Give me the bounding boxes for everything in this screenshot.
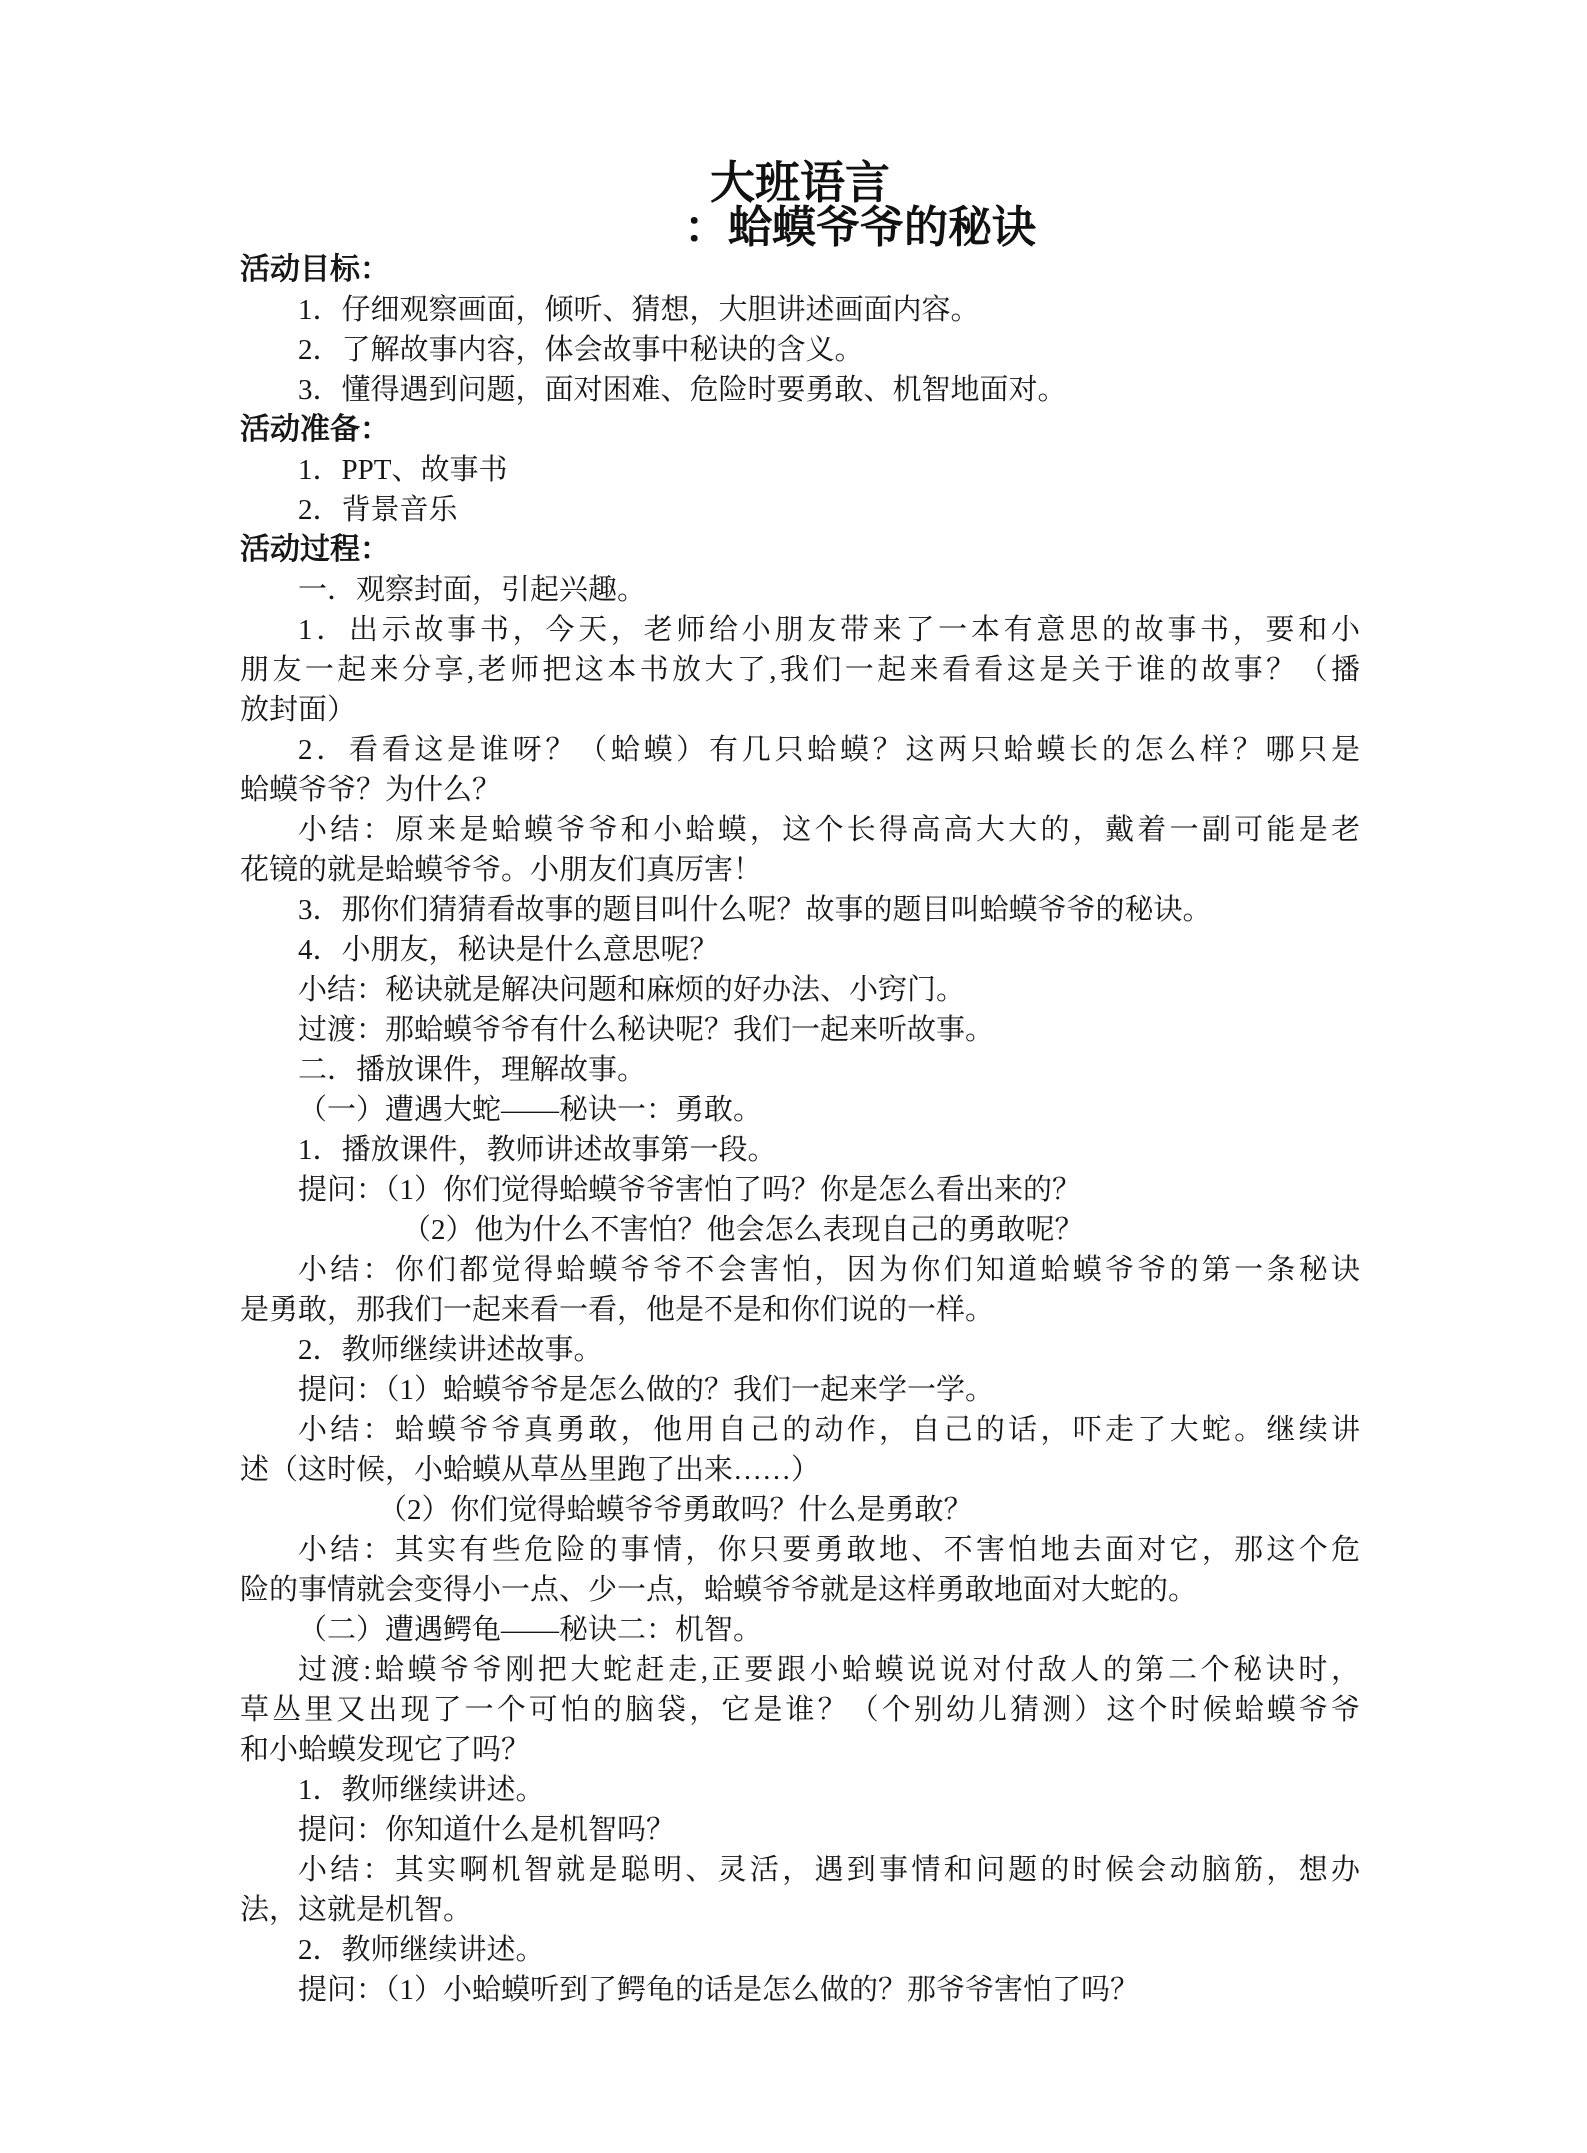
- text-line: 草丛里又出现了一个可怕的脑袋，它是谁？（个别幼儿猜测）这个时候蛤蟆爷爷: [240, 1694, 1360, 1726]
- text-line: 活动过程：: [240, 533, 390, 566]
- text-line: 放封面）: [240, 694, 357, 726]
- text-line: 1．教师继续讲述。: [298, 1774, 545, 1806]
- text-line: （2）他为什么不害怕？他会怎么表现自己的勇敢呢？: [402, 1214, 1084, 1246]
- text-line: 2．看看这是谁呀？（蛤蟆）有几只蛤蟆？这两只蛤蟆长的怎么样？哪只是: [298, 734, 1360, 766]
- text-line: 小结：蛤蟆爷爷真勇敢，他用自己的动作，自己的话，吓走了大蛇。继续讲: [298, 1414, 1360, 1446]
- text-line: 1．播放课件，教师讲述故事第一段。: [298, 1134, 777, 1166]
- text-line: 一．观察封面，引起兴趣。: [298, 574, 647, 606]
- text-line: 活动目标：: [240, 253, 390, 286]
- document-title: 大班语言: [709, 157, 890, 208]
- document-body: [240, 250, 1360, 2010]
- text-line: 小结：原来是蛤蟆爷爷和小蛤蟆，这个长得高高大大的，戴着一副可能是老: [298, 814, 1360, 846]
- text-line: 花镜的就是蛤蟆爷爷。小朋友们真厉害！: [240, 854, 763, 886]
- text-line: 2．教师继续讲述故事。: [298, 1334, 603, 1366]
- document-subtitle: ：蛤蟆爷爷的秘诀: [684, 203, 1036, 252]
- document-content: [240, 148, 1360, 2010]
- text-line: 2．背景音乐: [298, 494, 458, 526]
- text-line: 提问：你知道什么是机智吗？: [298, 1814, 676, 1846]
- text-line: 小结：秘诀就是解决问题和麻烦的好办法、小窍门。: [298, 974, 966, 1006]
- text-line: 1．PPT、故事书: [298, 454, 508, 486]
- text-line: 提问：（1）小蛤蟆听到了鳄龟的话是怎么做的？那爷爷害怕了吗？: [298, 1974, 1140, 2006]
- text-line: 2．教师继续讲述。: [298, 1934, 545, 1966]
- text-line: 述（这时候，小蛤蟆从草丛里跑了出来……）: [240, 1454, 821, 1486]
- text-line: 小结：其实啊机智就是聪明、灵活，遇到事情和问题的时候会动脑筋，想办: [298, 1854, 1360, 1886]
- text-line: 1．出示故事书，今天，老师给小朋友带来了一本有意思的故事书，要和小: [298, 614, 1360, 646]
- text-line: 蛤蟆爷爷？为什么？: [240, 774, 502, 806]
- text-line: 法，这就是机智。: [240, 1894, 473, 1926]
- text-line: 3．懂得遇到问题，面对困难、危险时要勇敢、机智地面对。: [298, 374, 1067, 406]
- text-line: 活动准备：: [240, 413, 390, 446]
- text-line: 提问：（1）你们觉得蛤蟆爷爷害怕了吗？你是怎么看出来的？: [298, 1174, 1082, 1206]
- text-line: 和小蛤蟆发现它了吗？: [240, 1734, 531, 1766]
- text-line: 小结：其实有些危险的事情，你只要勇敢地、不害怕地去面对它，那这个危: [298, 1534, 1360, 1566]
- text-line: 过渡：那蛤蟆爷爷有什么秘诀呢？我们一起来听故事。: [298, 1014, 995, 1046]
- text-line: （2）你们觉得蛤蟆爷爷勇敢吗？什么是勇敢？: [378, 1494, 973, 1526]
- text-line: 小结：你们都觉得蛤蟆爷爷不会害怕，因为你们知道蛤蟆爷爷的第一条秘诀: [298, 1254, 1360, 1286]
- text-line: 险的事情就会变得小一点、少一点，蛤蟆爷爷就是这样勇敢地面对大蛇的。: [240, 1574, 1198, 1606]
- text-line: （一）遭遇大蛇——秘诀一：勇敢。: [298, 1094, 763, 1126]
- text-line: 朋友一起来分享,老师把这本书放大了,我们一起来看看这是关于谁的故事？（播: [240, 654, 1360, 686]
- text-line: 3．那你们猜猜看故事的题目叫什么呢？故事的题目叫蛤蟆爷爷的秘诀。: [298, 894, 1212, 926]
- text-line: 提问：（1）蛤蟆爷爷是怎么做的？我们一起来学一学。: [298, 1374, 995, 1406]
- text-line: 过渡:蛤蟆爷爷刚把大蛇赶走,正要跟小蛤蟆说说对付敌人的第二个秘诀时，: [298, 1654, 1360, 1686]
- text-line: （二）遭遇鳄龟——秘诀二：机智。: [298, 1614, 763, 1646]
- text-line: 二．播放课件，理解故事。: [298, 1054, 647, 1086]
- text-line: 1．仔细观察画面，倾听、猜想，大胆讲述画面内容。: [298, 294, 980, 326]
- text-line: 4．小朋友，秘诀是什么意思呢？: [298, 934, 719, 966]
- text-line: 是勇敢，那我们一起来看一看，他是不是和你们说的一样。: [240, 1294, 995, 1326]
- text-line: 2．了解故事内容，体会故事中秘诀的含义。: [298, 334, 864, 366]
